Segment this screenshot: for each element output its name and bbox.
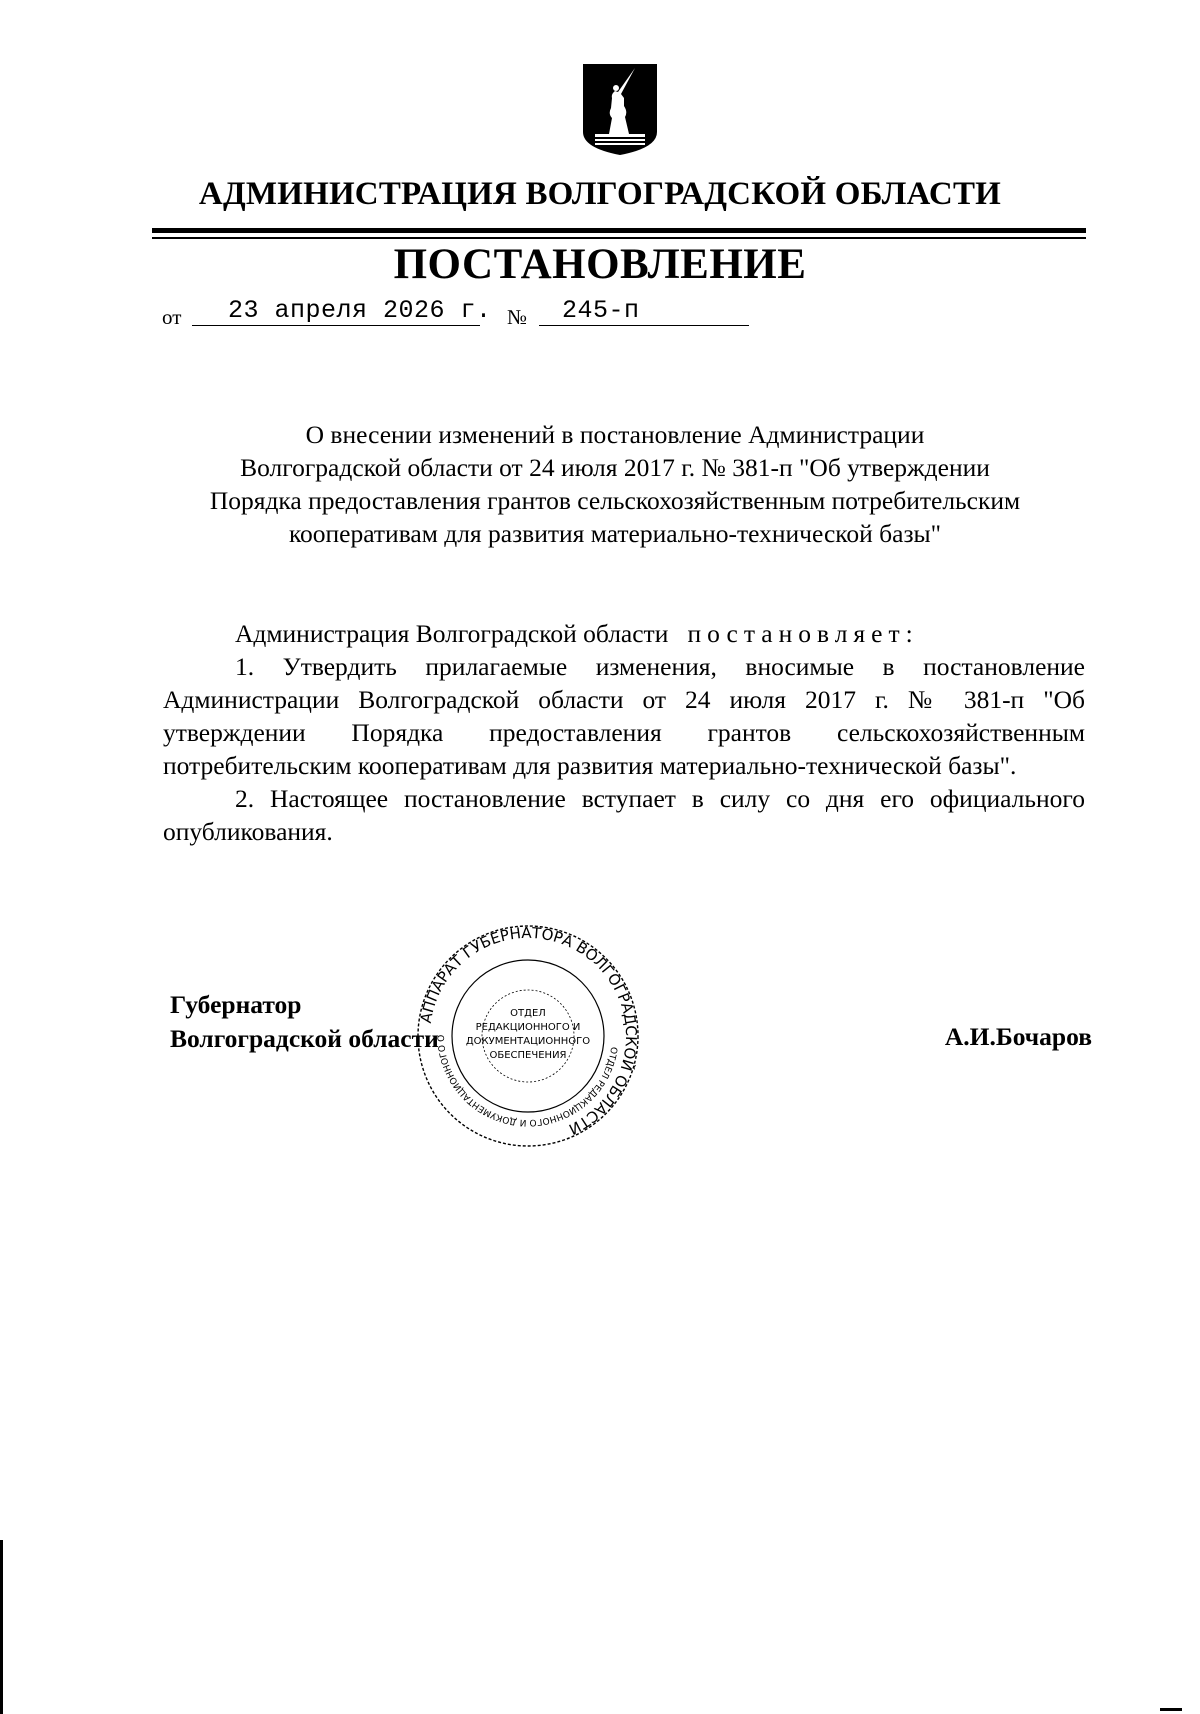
document-subject	[160, 418, 1070, 550]
organization-title: АДМИНИСТРАЦИЯ ВОЛГОГРАДСКОЙ ОБЛАСТИ	[198, 176, 1002, 212]
subject-line: Порядка предоставления грантов сельскохозяйственным потребительским	[209, 486, 1021, 515]
header-rule-thin	[152, 237, 1086, 239]
stamp-outer-text: АППАРАТ ГУБЕРНАТОРА ВОЛГОГРАДСКОЙ ОБЛАСТИ	[416, 923, 641, 1139]
stamp-center-line: ДОКУМЕНТАЦИОННОГО	[465, 1036, 591, 1047]
date-prefix: от	[162, 305, 182, 329]
intro-verb: постановляет:	[687, 619, 919, 648]
official-stamp	[408, 922, 648, 1150]
subject-line: О внесении изменений в постановление Администрации	[305, 420, 925, 449]
number-underline	[539, 325, 749, 326]
signatory-position	[170, 988, 439, 1056]
scan-edge-mark	[0, 1540, 3, 1714]
header-rule-thick	[152, 228, 1086, 233]
intro-start: Администрация Волгоградской области	[235, 619, 669, 648]
date-underline	[192, 325, 480, 326]
document-date: 23 апреля 2026 г.	[228, 296, 492, 325]
stamp-ring-text: ОТДЕЛ РЕДАКЦИОННОГО И ДОКУМЕНТАЦИОННОГО О	[436, 1034, 619, 1128]
scan-edge-mark	[1160, 1708, 1182, 1711]
position-line-2: Волгоградской области	[170, 1024, 439, 1053]
date-number-line	[162, 296, 762, 328]
stamp-center-line: РЕДАКЦИОННОГО И	[475, 1022, 581, 1033]
paragraph-1: 1. Утвердить прилагаемые изменения, вносимые в постановление Администрации Волгоградской области от 24 июля 2017 г. № 381-п "Об утверждении Порядка предоставления грантов сельскохозяйственным потребительским кооперативам для развития материально-технической базы".	[163, 652, 1085, 780]
intro-paragraph	[163, 617, 1085, 650]
volgograd-coat-of-arms-icon	[581, 62, 659, 157]
document-number: 245-п	[562, 296, 640, 325]
position-line-1: Губернатор	[170, 990, 302, 1019]
signatory-name: А.И.Бочаров	[944, 1022, 1092, 1051]
document-body	[163, 617, 1085, 848]
paragraph-2: 2. Настоящее постановление вступает в силу со дня его официального опубликования.	[163, 784, 1085, 846]
stamp-center-line: ОТДЕЛ	[510, 1008, 546, 1019]
subject-line: Волгоградской области от 24 июля 2017 г. № 381-п "Об утверждении	[240, 453, 990, 482]
document-type: ПОСТАНОВЛЕНИЕ	[393, 241, 807, 288]
subject-line: кооперативам для развития материально-технической базы"	[288, 519, 942, 548]
stamp-center-line: ОБЕСПЕЧЕНИЯ	[489, 1050, 567, 1061]
number-prefix: №	[507, 305, 528, 329]
